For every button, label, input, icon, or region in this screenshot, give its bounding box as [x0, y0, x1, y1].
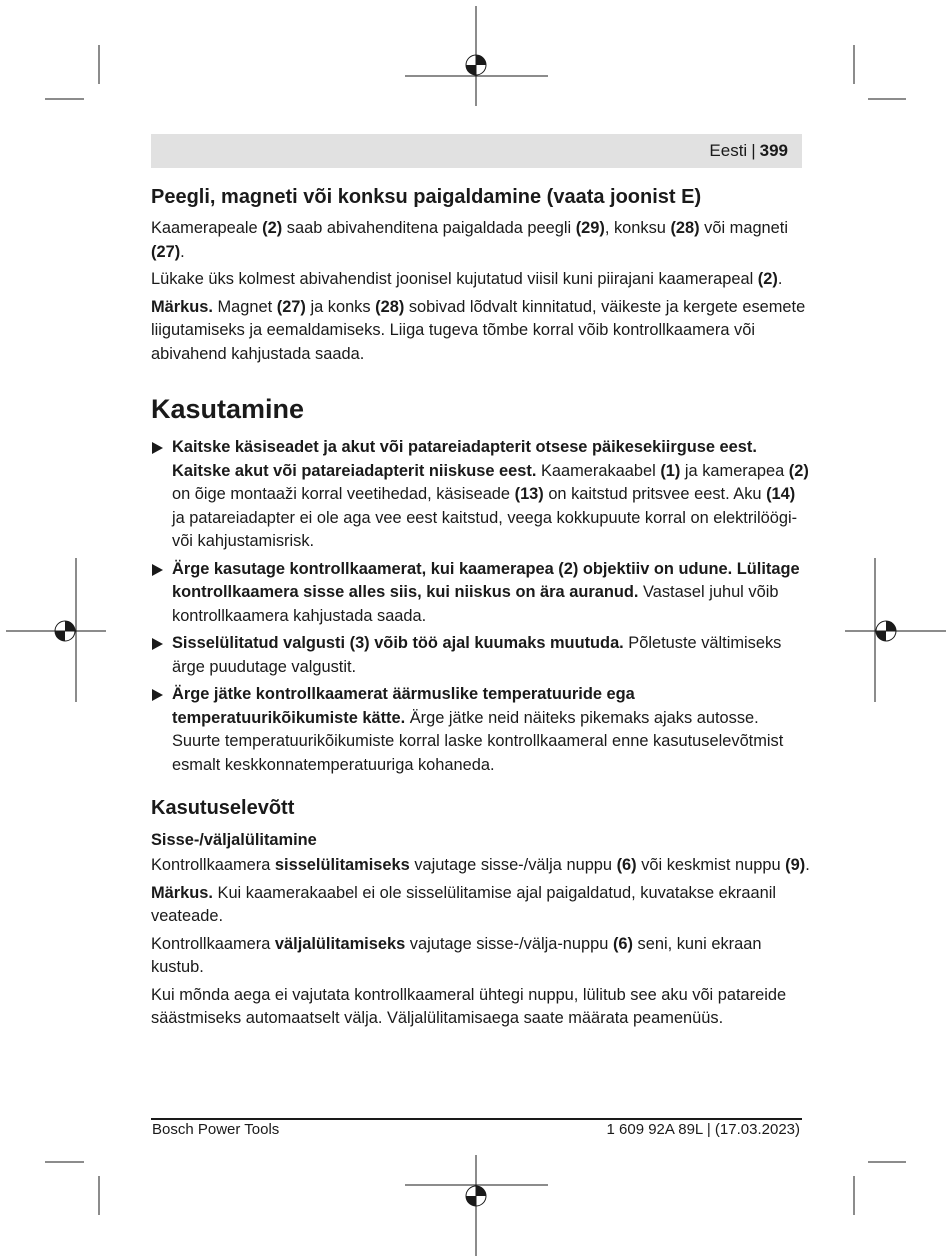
text: seni, kuni ekraan kustub. — [151, 934, 762, 976]
ref-number: (6) — [616, 856, 637, 874]
ref-number: (14) — [766, 485, 796, 503]
keyword: väljalülitamiseks — [274, 934, 406, 953]
triangle-bullet-icon — [152, 638, 163, 650]
text: või keskmist nuppu — [636, 856, 786, 874]
text: on õige montaaži korral veetihedad, käsiseade — [172, 485, 515, 503]
text: on kaitstud pritsvee eest. Aku — [543, 485, 767, 503]
text: , konksu — [604, 219, 671, 237]
text: . — [805, 856, 810, 874]
ref-number: (28) — [670, 219, 700, 237]
text: sobivad lõdvalt kinnitatud, väikeste ja kergete esemete liigutamiseks ja eemaldamiseks. Liiga tugeva tõmbe korral võib kontrollkaamera või abivahend kahjustada saada. — [151, 297, 806, 363]
text: Ärge jätke neid näiteks pikemaks ajaks autosse. Suurte temperatuurikõikumiste korral laske kontrollkaameral enne kasutuselevõtmist esmalt keskkonnatemperatuuriga kohaneda. — [172, 708, 784, 774]
ref-number: (2) — [262, 219, 283, 237]
mirror-note — [151, 296, 811, 367]
ref-number: (28) — [375, 297, 405, 316]
text: . — [180, 242, 185, 261]
triangle-bullet-icon — [152, 564, 163, 576]
warning-bold: Kaitske käsiseadet ja akut või patareiadapterit otsese päikesekiirguse eest. Kaitske akut või patareiadapterit niiskuse eest. — [172, 438, 757, 480]
text: ja konks — [305, 297, 376, 316]
header-language: Eesti — [709, 141, 748, 160]
ref-number: (29) — [575, 219, 605, 237]
triangle-bullet-icon — [152, 689, 163, 701]
text: või magneti — [699, 219, 788, 237]
text: Vastasel juhul võib kontrollkaamera kahjustada saada. — [172, 583, 779, 625]
warning-item — [151, 632, 811, 679]
triangle-bullet-icon — [152, 442, 163, 454]
warning-bold: Ärge jätke kontrollkaamerat äärmuslike temperatuuride ega temperatuurikõikumiste kätte. — [172, 685, 635, 727]
ref-number: (27) — [151, 242, 181, 261]
warning-item — [151, 683, 811, 777]
ref-number: (9) — [785, 856, 806, 874]
text: ja kamerapea — [680, 461, 789, 480]
ref-number: (2) — [788, 461, 809, 480]
section-title-startup: Kasutuselevõtt — [151, 797, 295, 819]
text: saab abivahenditena paigaldada peegli — [282, 219, 576, 237]
header-separator: | — [751, 141, 756, 160]
text: vajutage sisse-/välja-nuppu — [405, 934, 613, 953]
section-title-mirror: Peegli, magneti või konksu paigaldamine (vaata joonist E) — [151, 186, 702, 208]
text: ja patareiadapter ei ole aga vee eest kaitstud, veega kokkupuute korral on elektrilöögi- või kahjustamisrisk. — [172, 508, 798, 550]
page-content — [151, 183, 811, 1035]
text: Põletuste vältimiseks ärge puudutage valgustit. — [172, 634, 782, 676]
footer-divider — [151, 1118, 802, 1120]
text: Kontrollkaamera — [151, 934, 275, 953]
page-number: 399 — [759, 141, 788, 160]
onoff-paragraph-4: Kui mõnda aega ei vajutata kontrollkaameral ühtegi nuppu, lülitub see aku või patareide säästmiseks automaatselt välja. Väljalülitamisaega saate määrata peamenüüs. — [151, 985, 787, 1027]
onoff-paragraph-3 — [151, 933, 811, 980]
ref-number: (1) — [660, 461, 681, 480]
text: Magnet — [212, 297, 277, 316]
keyword: sisselülitamiseks — [274, 856, 410, 874]
warning-list — [151, 436, 811, 777]
footer-doc-id: 1 609 92A 89L | (17.03.2023) — [606, 1121, 800, 1138]
note-label: Märkus. — [151, 297, 213, 316]
footer-brand: Bosch Power Tools — [152, 1121, 280, 1138]
text: Kaamerakaabel — [536, 461, 661, 480]
text: vajutage sisse-/välja nuppu — [409, 856, 617, 874]
warning-item — [151, 558, 811, 629]
text: . — [777, 270, 783, 288]
warning-item — [151, 436, 811, 554]
warning-bold: Ärge kasutage kontrollkaamerat, kui kaamerapea (2) objektiiv on udune. Lülitage kontrollkaamera sisse alles siis, kui niiskus on ära auranud. — [172, 559, 800, 601]
ref-number: (27) — [276, 297, 306, 316]
text: Kui kaamerakaabel ei ole sisselülitamise ajal paigaldatud, kuvatakse ekraanil veateade. — [151, 883, 777, 925]
note-label: Märkus. — [151, 883, 213, 902]
ref-number: (6) — [612, 934, 633, 953]
warning-bold: Sisselülitatud valgusti (3) võib töö ajal kuumaks muutuda. — [172, 634, 624, 652]
mirror-paragraph-1 — [151, 217, 811, 264]
page-header — [151, 134, 802, 168]
mirror-paragraph-2 — [151, 268, 811, 292]
text: Kontrollkaamera — [151, 856, 275, 874]
ref-number: (13) — [514, 485, 544, 503]
section-title-usage: Kasutamine — [151, 394, 305, 424]
subsection-title-onoff: Sisse-/väljalülitamine — [151, 831, 317, 849]
text: Lükake üks kolmest abivahendist joonisel kujutatud viisil kuni piirajani kaamerapeal — [151, 270, 758, 288]
onoff-paragraph-1 — [151, 854, 811, 878]
text: Kaamerapeale — [151, 219, 263, 237]
onoff-note — [151, 882, 811, 929]
ref-number: (2) — [757, 270, 778, 288]
